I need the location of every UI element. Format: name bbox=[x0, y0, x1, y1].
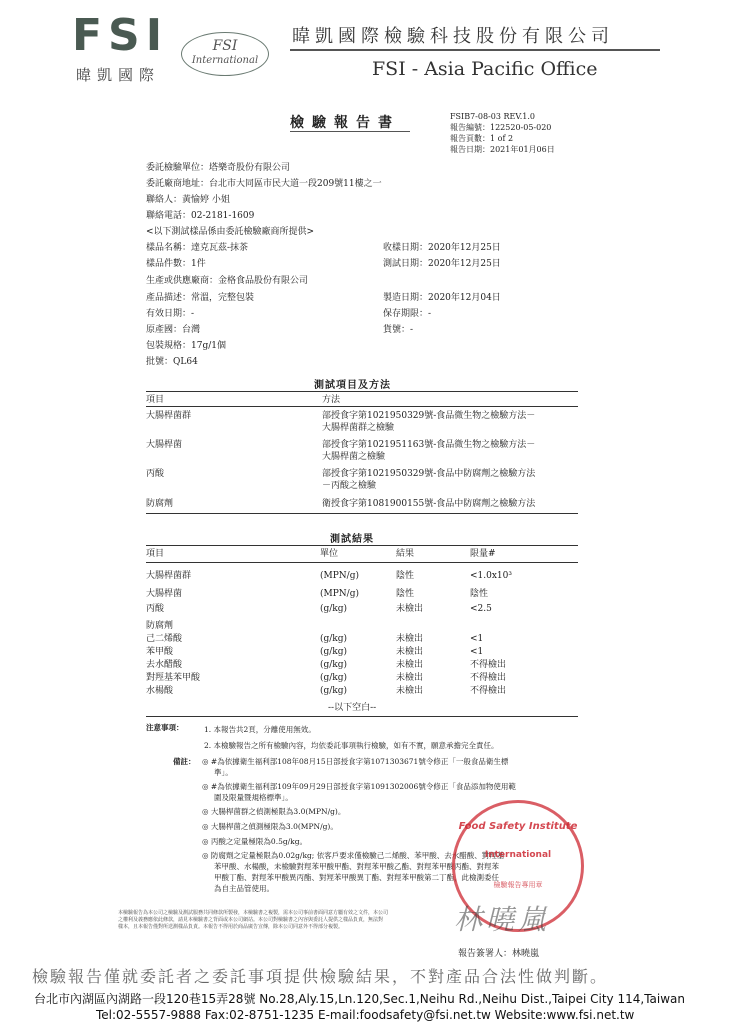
result-item: 去水醋酸 bbox=[146, 660, 183, 670]
expiry-date: 有效日期：- bbox=[146, 309, 195, 319]
client-unit: 委託檢驗單位：塔樂奇股份有限公司 bbox=[146, 163, 291, 173]
result-value: 未檢出 bbox=[396, 634, 424, 644]
result-unit: (g/kg) bbox=[320, 634, 348, 644]
results-end-marker: --以下空白-- bbox=[328, 703, 377, 713]
product-description: 產品描述：常溫，完整包裝 bbox=[146, 293, 255, 303]
result-value: 未檢出 bbox=[396, 660, 424, 670]
result-value: 未檢出 bbox=[396, 604, 424, 614]
method-item: 大腸桿菌群 bbox=[146, 411, 192, 421]
method-item: 丙酸 bbox=[146, 469, 165, 479]
result-item: 苯甲酸 bbox=[146, 647, 174, 657]
header-divider bbox=[290, 49, 660, 51]
remark-line: 甲酸丁酯、對羥苯甲酸異丙酯、對羥苯甲酸異丁酯、對羥苯甲酸第二丁酯，此檢測委任 bbox=[214, 873, 499, 882]
stamp-bottom-text: 檢驗報告專用章 bbox=[493, 881, 543, 889]
supplier: 生產或供應廠商：金格食品股份有限公司 bbox=[146, 276, 309, 286]
result-item: 大腸桿菌 bbox=[146, 589, 183, 599]
oval-line1: FSI bbox=[212, 38, 238, 54]
note-item: 2. 本檢驗報告之所有檢驗內容，均依委託事項執行檢驗，如有不實，願意承擔完全責任。 bbox=[204, 741, 499, 750]
result-unit: (MPN/g) bbox=[320, 589, 359, 599]
manufacture-date: 製造日期：2020年12月04日 bbox=[383, 293, 501, 303]
method-item: 防腐劑 bbox=[146, 499, 174, 509]
methods-rule-bottom bbox=[146, 513, 578, 514]
footer-address: 台北市內湖區內湖路一段120巷15弄28號 No.28,Aly.15,Ln.120,Sec.1,Neihu Rd.,Neihu Dist.,Taipei City 114,Taiwan bbox=[34, 992, 686, 1006]
report-date: 報告日期：2021年01月06日 bbox=[450, 145, 555, 154]
remark-line: 圍及限量暨規格標準」。 bbox=[214, 793, 293, 802]
shelf-life: 保存期限：- bbox=[383, 309, 432, 319]
result-value: 未檢出 bbox=[396, 686, 424, 696]
method-text-cont: －丙酸之檢驗 bbox=[322, 481, 377, 491]
results-section-title: 測試結果 bbox=[330, 534, 374, 545]
sample-name: 樣品名稱：達克瓦茲-抹茶 bbox=[146, 243, 249, 253]
office-name: FSI - Asia Pacific Office bbox=[372, 58, 598, 80]
method-text: 衛授食字第1081900155號-食品中防腐劑之檢驗方法 bbox=[322, 499, 536, 509]
result-unit: (g/kg) bbox=[320, 604, 348, 614]
fsi-international-oval-logo bbox=[181, 32, 269, 76]
result-limit: 不得檢出 bbox=[470, 673, 507, 683]
remark-line: ◎ 大腸桿菌之偵測極限為3.0(MPN/g)。 bbox=[202, 822, 338, 831]
result-unit: (g/kg) bbox=[320, 647, 348, 657]
note-item: 1. 本報告共2頁，分離使用無效。 bbox=[204, 725, 316, 734]
result-item: 對羥基苯甲酸 bbox=[146, 673, 201, 683]
footer-disclaimer: 檢驗報告僅就委託者之委託事項提供檢驗結果，不對產品合法性做判斷。 bbox=[32, 967, 609, 986]
methods-rule-top bbox=[146, 391, 578, 392]
result-limit: 陰性 bbox=[470, 589, 489, 599]
remark-line: 苯甲酸、水楊酸，未檢驗對羥苯甲酸甲酯、對羥苯甲酸乙酯、對羥苯甲酸丙酯、對羥苯 bbox=[214, 862, 499, 871]
fine-print-line: 樣本，且本報告僅對所送測樣品負責。本報告不得用於商品廣告宣傳，除本公司同意外不得部分複製。 bbox=[118, 924, 344, 930]
batch-number: 批號：QL64 bbox=[146, 357, 198, 367]
handwritten-signature: 林曉嵐 bbox=[454, 903, 551, 936]
remark-line: ◎ #為依據衛生福利部109年09月29日部授食字第1091302006號令修正「食品添加物使用範 bbox=[202, 782, 516, 791]
form-code: FSIB7-08-03 REV.1.0 bbox=[450, 112, 535, 121]
fine-print-line: 之權利及義務應依此條款，請見本檢驗書之背面或本公司網站。本公司對檢驗書之內容與委託人提供之樣品負責，無法對 bbox=[118, 917, 384, 923]
results-header-result: 結果 bbox=[396, 549, 415, 559]
remark-line: ◎ #為依據衛生福利部108年08月15日部授食字第1071303671號令修正「一般食品衛生標 bbox=[202, 757, 509, 766]
result-limit: 不得檢出 bbox=[470, 686, 507, 696]
fine-print-line: 本檢驗報告為本公司之檢驗及測試服務共同條款所製發，本檢驗書之複製，需本公司事前書面同意方屬有效之文件，本公司 bbox=[118, 910, 389, 916]
remark-line: ◎ 防腐劑之定量極限為0.02g/kg; 依客戶要求僅檢驗己二烯酸、苯甲酸、去水醋酸、對羥基 bbox=[202, 851, 505, 860]
results-rule-top bbox=[146, 545, 578, 546]
fsi-logo-subtitle: 暐凱國際 bbox=[76, 66, 161, 84]
fsi-logo: FSI bbox=[72, 10, 169, 61]
result-group-item: 防腐劑 bbox=[146, 621, 174, 631]
client-phone: 聯絡電話：02-2181-1609 bbox=[146, 211, 255, 221]
item-number: 貨號：- bbox=[383, 325, 414, 335]
report-pages: 報告頁數：1 of 2 bbox=[450, 134, 514, 143]
receive-date: 收樣日期：2020年12月25日 bbox=[383, 243, 501, 253]
test-date: 測試日期：2020年12月25日 bbox=[383, 259, 501, 269]
methods-header-method: 方法 bbox=[322, 395, 341, 405]
report-title: 檢驗報告書 bbox=[290, 115, 400, 131]
result-unit: (MPN/g) bbox=[320, 571, 359, 581]
sample-count: 樣品件數：1件 bbox=[146, 259, 206, 269]
methods-rule-header bbox=[146, 406, 578, 407]
results-rule-header bbox=[146, 562, 578, 563]
stamp-mid-text: International bbox=[484, 850, 552, 860]
method-text: 部授食字第1021950329號-食品中防腐劑之檢驗方法 bbox=[322, 469, 536, 479]
result-value: 未檢出 bbox=[396, 673, 424, 683]
result-item: 己二烯酸 bbox=[146, 634, 183, 644]
title-underline bbox=[290, 131, 410, 132]
result-item: 丙酸 bbox=[146, 604, 165, 614]
method-text: 部授食字第1021950329號-食品微生物之檢驗方法－ bbox=[322, 411, 536, 421]
client-note: <以下測試樣品係由委託檢驗廠商所提供> bbox=[146, 227, 315, 237]
client-address: 委託廠商地址：台北市大同區市民大道一段209號11樓之一 bbox=[146, 179, 382, 189]
package-spec: 包裝規格：17g/1個 bbox=[146, 341, 226, 351]
results-header-unit: 單位 bbox=[320, 549, 339, 559]
signer-line: 報告簽署人：林曉嵐 bbox=[458, 949, 540, 959]
result-value: 陰性 bbox=[396, 571, 415, 581]
result-unit: (g/kg) bbox=[320, 673, 348, 683]
report-number: 報告編號：122520-05-020 bbox=[450, 123, 552, 132]
result-limit: <1.0x10³ bbox=[470, 571, 512, 581]
result-unit: (g/kg) bbox=[320, 660, 348, 670]
oval-line2: International bbox=[191, 55, 259, 66]
results-rule-bottom bbox=[146, 716, 578, 717]
remarks-label: 備註： bbox=[173, 757, 196, 766]
result-limit: <1 bbox=[470, 647, 484, 657]
remark-line: 為自主品管使用。 bbox=[214, 884, 274, 893]
method-text-cont: 大腸桿菌之檢驗 bbox=[322, 452, 386, 462]
remark-line: ◎ 丙酸之定量極限為0.5g/kg。 bbox=[202, 837, 308, 846]
company-name: 暐凱國際檢驗科技股份有限公司 bbox=[292, 26, 614, 47]
result-limit: <2.5 bbox=[470, 604, 492, 614]
footer-contact: Tel:02-5557-9888 Fax:02-8751-1235 E-mail:foodsafety@fsi.net.tw Website:www.fsi.net.tw bbox=[96, 1008, 635, 1022]
methods-header-item: 項目 bbox=[146, 395, 165, 405]
results-header-limit: 限量# bbox=[470, 549, 496, 559]
report-meta bbox=[450, 111, 555, 155]
stamp-top-text: Food Safety Institute bbox=[458, 821, 578, 832]
result-item: 水楊酸 bbox=[146, 686, 174, 696]
results-header-item: 項目 bbox=[146, 549, 165, 559]
method-text: 部授食字第1021951163號-食品微生物之檢驗方法－ bbox=[322, 440, 536, 450]
result-value: 陰性 bbox=[396, 589, 415, 599]
remark-line: ◎ 大腸桿菌群之偵測極限為3.0(MPN/g)。 bbox=[202, 807, 346, 816]
result-limit: 不得檢出 bbox=[470, 660, 507, 670]
method-item: 大腸桿菌 bbox=[146, 440, 183, 450]
methods-section-title: 測試項目及方法 bbox=[314, 380, 391, 391]
notes-label: 注意事項： bbox=[146, 723, 184, 732]
result-item: 大腸桿菌群 bbox=[146, 571, 192, 581]
result-limit: <1 bbox=[470, 634, 484, 644]
result-value: 未檢出 bbox=[396, 647, 424, 657]
method-text-cont: 大腸桿菌群之檢驗 bbox=[322, 423, 395, 433]
result-unit: (g/kg) bbox=[320, 686, 348, 696]
client-contact: 聯絡人：黃愉婷 小姐 bbox=[146, 195, 230, 205]
remark-line: 準」。 bbox=[214, 768, 233, 777]
origin-country: 原產國：台灣 bbox=[146, 325, 201, 335]
